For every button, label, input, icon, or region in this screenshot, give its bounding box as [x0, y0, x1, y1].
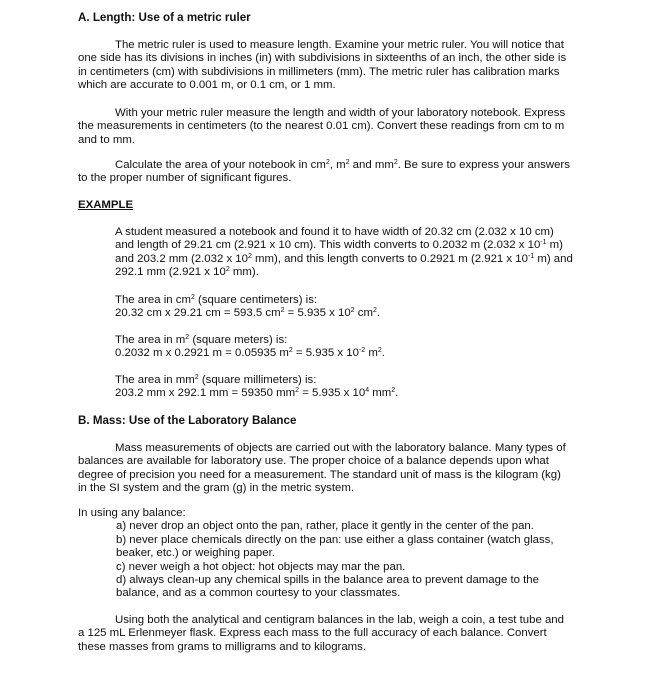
- area-m-block: [115, 334, 575, 361]
- area-m-calc: 0.2032 m x 0.2921 m = 0.05935 $m^2 = 5.935$ x $10^{-2}$ $m^2$.: [115, 347, 385, 360]
- section-a-heading: A. Length: Use of a metric ruler: [78, 11, 251, 24]
- balance-rules-intro: In using any balance:: [78, 507, 186, 519]
- section-b-paragraph-2: Using both the analytical and centigram balances in the lab, weigh a coin, a test tube and a 125 mL Erlenmeyer flask. Express each mass to the full accuracy of each balance. Convert these masses from grams to milligrams and to kilograms.: [78, 614, 564, 653]
- area-mm-calc: 203.2 mm x 292.1 mm = 59350 $mm^2 = 5.935$ x $10^4$ $mm^2$.: [115, 387, 399, 400]
- example-heading: EXAMPLE: [78, 199, 134, 211]
- list-item: d) always clean-up any chemical spills in the balance area to prevent damage to the balance, and as a common courtesy to your classmates.: [116, 574, 539, 600]
- list-item: c) never weigh a hot object: hot objects may mar the pan.: [116, 560, 406, 573]
- example-intro: A student measured a notebook and found it to have width of 20.32 cm (2.032 x 10 cm) and length of 29.21 cm (2.921 x 10 cm). This width converts to 0.2032 m (2.032 x $10^{-1}$ m) and 203.2 mm (2.032 x $10^2$ mm), and this length converts to 0.2921 m (2.921 x $10^{-1}$ m) and 292.1 mm (2.921 x $10^2$ mm).: [115, 226, 573, 279]
- section-a-paragraph-1: The metric ruler is used to measure length. Examine your metric ruler. You will notice that one side has its divisions in inches (in) with subdivisions in sixteenths of an inch, the other side is in centimeters (cm) with subdivisions in millimeters (mm). The metric ruler has calibration marks which are accurate to 0.001 m, or 0.1 cm, or 1 mm.: [78, 39, 567, 92]
- area-cm-calc: 20.32 cm x 29.21 cm = 593.5 $cm^2 = 5.935$ x $10^2$ $cm^2$.: [115, 307, 381, 320]
- list-item: b) never place chemicals directly on the pan: use either a glass container (watch glass, beaker, etc.) or weighing paper.: [116, 533, 554, 560]
- area-cm-block: [115, 294, 575, 321]
- list-item: a) never drop an object onto the pan, rather, place it gently in the center of the pan.: [116, 520, 534, 533]
- balance-rules: [78, 507, 578, 601]
- area-cm-label: The area in $cm^2$ (square centimeters) is:: [115, 294, 318, 306]
- section-b-paragraph-1: Mass measurements of objects are carried out with the laboratory balance. Many types of balances are available for laboratory use. The proper choice of a balance depends upon what degree of precision you need for a measurement. The standard unit of mass is the kilogram (kg) in the SI system and the gram (g) in the metric system.: [78, 442, 566, 495]
- area-m-label: The area in $m^2$ (square meters) is:: [115, 334, 288, 346]
- area-mm-label: The area in $mm^2$ (square millimeters) is:: [115, 374, 317, 386]
- area-mm-block: [115, 374, 575, 401]
- section-a-paragraph-2: With your metric ruler measure the length and width of your laboratory notebook. Express the measurements in centimeters (to the nearest 0.01 cm). Convert these readings from cm to m and to mm.: [78, 107, 566, 146]
- section-a-paragraph-3: Calculate the area of your notebook in $cm^2$, $m^2$ and $mm^2$. Be sure to express your answers to the proper number of significant figures.: [78, 159, 570, 185]
- section-b-heading: B. Mass: Use of the Laboratory Balance: [78, 414, 297, 427]
